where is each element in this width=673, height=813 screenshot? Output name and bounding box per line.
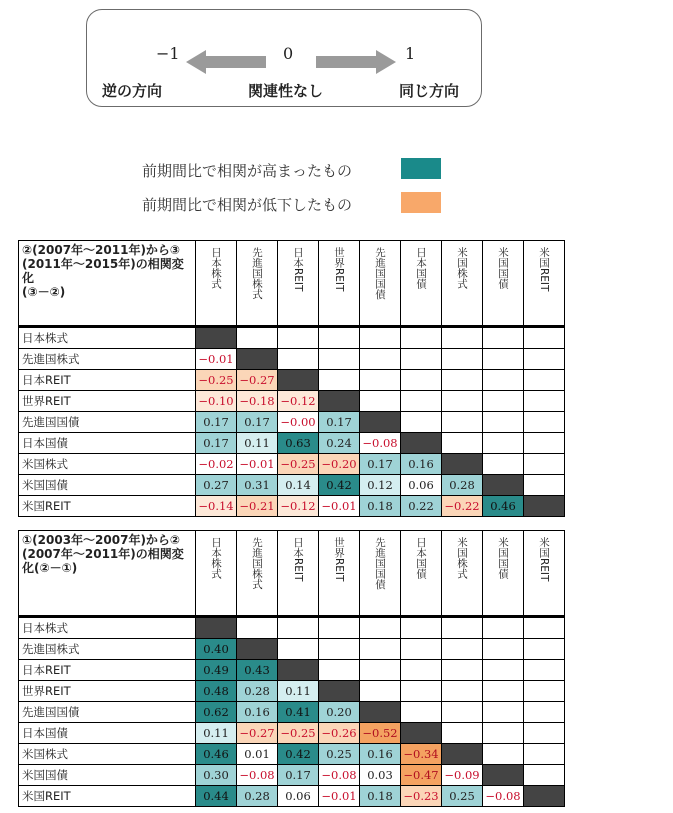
empty-cell xyxy=(524,412,565,433)
correlation-value-cell: −0.25 xyxy=(196,370,237,391)
empty-cell xyxy=(483,391,524,412)
row-label: 日本株式 xyxy=(19,617,196,639)
table-row xyxy=(19,617,565,639)
empty-cell xyxy=(319,639,360,660)
row-label: 日本REIT xyxy=(19,660,196,681)
correlation-value-cell: −0.52 xyxy=(360,723,401,744)
correlation-value-cell: 0.42 xyxy=(278,744,319,765)
correlation-value-cell: 0.17 xyxy=(196,433,237,454)
empty-cell xyxy=(319,349,360,370)
diagonal-cell xyxy=(319,681,360,702)
empty-cell xyxy=(401,391,442,412)
row-label: 世界REIT xyxy=(19,681,196,702)
column-header-label: 米国国債 xyxy=(497,537,509,579)
correlation-value-cell: −0.08 xyxy=(319,765,360,786)
column-header-label: 先進国国債 xyxy=(374,247,386,300)
correlation-value-cell: −0.01 xyxy=(196,349,237,370)
column-header xyxy=(483,241,524,327)
correlation-value-cell: −0.08 xyxy=(360,433,401,454)
empty-cell xyxy=(483,702,524,723)
column-header xyxy=(278,531,319,617)
table-title-line: (2011年～2015年)の相関変 xyxy=(22,257,184,271)
column-header xyxy=(319,531,360,617)
empty-cell xyxy=(319,617,360,639)
correlation-value-cell: 0.16 xyxy=(401,454,442,475)
table-row xyxy=(19,744,565,765)
table-title-line: ②(2007年～2011年)から③ xyxy=(22,243,181,257)
correlation-value-cell: 0.17 xyxy=(360,454,401,475)
correlation-value-cell: 0.14 xyxy=(278,475,319,496)
scale-mid-caption: 関連性なし xyxy=(248,82,324,100)
correlation-value-cell: −0.01 xyxy=(319,496,360,517)
correlation-value-cell: −0.18 xyxy=(237,391,278,412)
row-label: 先進国国債 xyxy=(19,412,196,433)
correlation-value-cell: 0.06 xyxy=(278,786,319,807)
empty-cell xyxy=(442,660,483,681)
right-arrow-icon xyxy=(316,50,396,74)
empty-cell xyxy=(442,370,483,391)
empty-cell xyxy=(524,681,565,702)
column-header xyxy=(196,241,237,327)
empty-cell xyxy=(278,617,319,639)
table-title xyxy=(19,531,196,617)
empty-cell xyxy=(524,617,565,639)
correlation-value-cell: 0.22 xyxy=(401,496,442,517)
column-header xyxy=(401,531,442,617)
correlation-value-cell: 0.40 xyxy=(196,639,237,660)
column-header xyxy=(278,241,319,327)
empty-cell xyxy=(524,639,565,660)
left-arrow-icon xyxy=(186,50,266,74)
correlation-value-cell: 0.30 xyxy=(196,765,237,786)
row-label: 日本株式 xyxy=(19,327,196,349)
correlation-value-cell: −0.25 xyxy=(278,723,319,744)
table-row xyxy=(19,433,565,454)
table-title-line: ①(2003年～2007年)から② xyxy=(22,533,181,547)
diagonal-cell xyxy=(278,370,319,391)
empty-cell xyxy=(524,702,565,723)
correlation-value-cell: −0.08 xyxy=(237,765,278,786)
correlation-value-cell: 0.17 xyxy=(319,412,360,433)
empty-cell xyxy=(483,660,524,681)
column-header xyxy=(360,241,401,327)
table-row xyxy=(19,681,565,702)
diagonal-cell xyxy=(237,639,278,660)
correlation-value-cell: 0.48 xyxy=(196,681,237,702)
row-label: 日本国債 xyxy=(19,433,196,454)
correlation-value-cell: 0.03 xyxy=(360,765,401,786)
empty-cell xyxy=(278,327,319,349)
empty-cell xyxy=(401,327,442,349)
row-label: 米国国債 xyxy=(19,475,196,496)
correlation-value-cell: 0.43 xyxy=(237,660,278,681)
table-row xyxy=(19,765,565,786)
table-row xyxy=(19,327,565,349)
empty-cell xyxy=(401,660,442,681)
correlation-value-cell: 0.41 xyxy=(278,702,319,723)
empty-cell xyxy=(442,702,483,723)
correlation-value-cell: 0.06 xyxy=(401,475,442,496)
column-header-label: 日本株式 xyxy=(210,537,222,579)
correlation-value-cell: 0.28 xyxy=(237,786,278,807)
row-label: 米国REIT xyxy=(19,496,196,517)
correlation-change-table-1-2 xyxy=(18,530,565,807)
table-row xyxy=(19,660,565,681)
empty-cell xyxy=(524,327,565,349)
row-label: 先進国株式 xyxy=(19,639,196,660)
scale-mid-label: 0 xyxy=(283,44,294,63)
correlation-value-cell: 0.18 xyxy=(360,786,401,807)
diagonal-cell xyxy=(442,744,483,765)
table-row xyxy=(19,496,565,517)
column-header-label: 日本株式 xyxy=(210,247,222,289)
correlation-value-cell: −0.47 xyxy=(401,765,442,786)
diagonal-cell xyxy=(483,765,524,786)
diagonal-cell xyxy=(524,786,565,807)
correlation-value-cell: −0.08 xyxy=(483,786,524,807)
empty-cell xyxy=(524,349,565,370)
correlation-value-cell: −0.26 xyxy=(319,723,360,744)
empty-cell xyxy=(483,744,524,765)
empty-cell xyxy=(483,454,524,475)
column-header xyxy=(237,531,278,617)
empty-cell xyxy=(278,349,319,370)
correlation-value-cell: −0.12 xyxy=(278,496,319,517)
correlation-value-cell: −0.14 xyxy=(196,496,237,517)
row-label: 米国REIT xyxy=(19,786,196,807)
table-title-line: (③－②) xyxy=(22,285,66,299)
empty-cell xyxy=(524,391,565,412)
correlation-value-cell: 0.11 xyxy=(237,433,278,454)
column-header-label: 米国REIT xyxy=(538,247,550,292)
column-header-label: 米国国債 xyxy=(497,247,509,289)
correlation-value-cell: 0.46 xyxy=(483,496,524,517)
empty-cell xyxy=(401,639,442,660)
legend-up-text: 前期間比で相関が高まったもの xyxy=(142,162,353,180)
row-label: 日本国債 xyxy=(19,723,196,744)
empty-cell xyxy=(237,327,278,349)
empty-cell xyxy=(483,639,524,660)
table-row xyxy=(19,370,565,391)
correlation-change-table-2-3 xyxy=(18,240,565,517)
column-header-label: 日本国債 xyxy=(415,247,427,289)
correlation-value-cell: 0.63 xyxy=(278,433,319,454)
table-row xyxy=(19,786,565,807)
column-header xyxy=(442,531,483,617)
empty-cell xyxy=(483,349,524,370)
empty-cell xyxy=(360,370,401,391)
scale-left-caption: 逆の方向 xyxy=(102,82,163,100)
correlation-value-cell: 0.12 xyxy=(360,475,401,496)
table-title-line: 化 xyxy=(22,271,35,285)
empty-cell xyxy=(360,660,401,681)
diagonal-cell xyxy=(401,723,442,744)
correlation-value-cell: −0.02 xyxy=(196,454,237,475)
row-label: 世界REIT xyxy=(19,391,196,412)
column-header-label: 先進国株式 xyxy=(251,537,263,590)
table-row xyxy=(19,454,565,475)
scale-min-label: −1 xyxy=(156,44,180,63)
column-header xyxy=(196,531,237,617)
empty-cell xyxy=(442,723,483,744)
empty-cell xyxy=(524,660,565,681)
correlation-value-cell: −0.22 xyxy=(442,496,483,517)
diagonal-cell xyxy=(483,475,524,496)
correlation-value-cell: 0.18 xyxy=(360,496,401,517)
column-header-label: 日本国債 xyxy=(415,537,427,579)
correlation-value-cell: −0.00 xyxy=(278,412,319,433)
correlation-value-cell: 0.25 xyxy=(442,786,483,807)
column-header xyxy=(237,241,278,327)
correlation-value-cell: −0.27 xyxy=(237,723,278,744)
empty-cell xyxy=(483,723,524,744)
column-header xyxy=(483,531,524,617)
empty-cell xyxy=(237,617,278,639)
empty-cell xyxy=(401,617,442,639)
correlation-value-cell: −0.21 xyxy=(237,496,278,517)
empty-cell xyxy=(401,349,442,370)
column-header xyxy=(401,241,442,327)
correlation-value-cell: 0.46 xyxy=(196,744,237,765)
table-row xyxy=(19,639,565,660)
empty-cell xyxy=(442,327,483,349)
correlation-value-cell: 0.17 xyxy=(237,412,278,433)
correlation-value-cell: 0.11 xyxy=(196,723,237,744)
correlation-value-cell: 0.62 xyxy=(196,702,237,723)
table-row xyxy=(19,702,565,723)
empty-cell xyxy=(442,391,483,412)
row-label: 先進国株式 xyxy=(19,349,196,370)
empty-cell xyxy=(524,723,565,744)
column-header-label: 日本REIT xyxy=(292,247,304,292)
column-header xyxy=(442,241,483,327)
empty-cell xyxy=(442,681,483,702)
empty-cell xyxy=(442,433,483,454)
correlation-value-cell: 0.24 xyxy=(319,433,360,454)
correlation-value-cell: 0.49 xyxy=(196,660,237,681)
empty-cell xyxy=(524,475,565,496)
empty-cell xyxy=(483,433,524,454)
correlation-value-cell: −0.01 xyxy=(319,786,360,807)
column-header-label: 米国株式 xyxy=(456,247,468,289)
empty-cell xyxy=(401,681,442,702)
column-header xyxy=(319,241,360,327)
column-header xyxy=(524,241,565,327)
empty-cell xyxy=(401,370,442,391)
correlation-value-cell: 0.01 xyxy=(237,744,278,765)
column-header-label: 先進国国債 xyxy=(374,537,386,590)
row-label: 米国株式 xyxy=(19,744,196,765)
correlation-value-cell: 0.27 xyxy=(196,475,237,496)
correlation-value-cell: 0.31 xyxy=(237,475,278,496)
column-header-label: 先進国株式 xyxy=(251,247,263,300)
diagonal-cell xyxy=(524,496,565,517)
correlation-value-cell: −0.34 xyxy=(401,744,442,765)
empty-cell xyxy=(524,744,565,765)
correlation-value-cell: 0.25 xyxy=(319,744,360,765)
correlation-value-cell: 0.20 xyxy=(319,702,360,723)
correlation-value-cell: 0.44 xyxy=(196,786,237,807)
empty-cell xyxy=(524,765,565,786)
empty-cell xyxy=(524,433,565,454)
scale-max-label: 1 xyxy=(405,44,416,63)
table-row xyxy=(19,412,565,433)
correlation-value-cell: 0.42 xyxy=(319,475,360,496)
row-label: 米国株式 xyxy=(19,454,196,475)
empty-cell xyxy=(483,617,524,639)
table-row xyxy=(19,391,565,412)
column-header-label: 世界REIT xyxy=(333,537,345,582)
empty-cell xyxy=(401,412,442,433)
empty-cell xyxy=(360,639,401,660)
empty-cell xyxy=(483,681,524,702)
correlation-value-cell: 0.11 xyxy=(278,681,319,702)
column-header-label: 米国株式 xyxy=(456,537,468,579)
diagonal-cell xyxy=(278,660,319,681)
empty-cell xyxy=(483,327,524,349)
correlation-value-cell: 0.28 xyxy=(237,681,278,702)
empty-cell xyxy=(360,327,401,349)
correlation-value-cell: 0.17 xyxy=(278,765,319,786)
correlation-value-cell: −0.10 xyxy=(196,391,237,412)
table-row xyxy=(19,349,565,370)
row-label: 日本REIT xyxy=(19,370,196,391)
diagonal-cell xyxy=(196,327,237,349)
empty-cell xyxy=(319,660,360,681)
table-title-line: (2007年～2011年)の相関変 xyxy=(22,547,184,561)
diagonal-cell xyxy=(319,391,360,412)
table-title-line: 化(②－①) xyxy=(22,561,78,575)
diagonal-cell xyxy=(196,617,237,639)
correlation-value-cell: 0.17 xyxy=(196,412,237,433)
empty-cell xyxy=(442,639,483,660)
correlation-value-cell: −0.20 xyxy=(319,454,360,475)
empty-cell xyxy=(524,454,565,475)
legend-down-text: 前期間比で相関が低下したもの xyxy=(142,196,353,214)
empty-cell xyxy=(483,370,524,391)
correlation-value-cell: −0.12 xyxy=(278,391,319,412)
diagonal-cell xyxy=(360,702,401,723)
scale-right-caption: 同じ方向 xyxy=(399,82,460,100)
column-header-label: 世界REIT xyxy=(333,247,345,292)
legend-down-swatch xyxy=(401,192,441,213)
empty-cell xyxy=(524,370,565,391)
correlation-value-cell: −0.01 xyxy=(237,454,278,475)
table-title xyxy=(19,241,196,327)
row-label: 先進国国債 xyxy=(19,702,196,723)
empty-cell xyxy=(360,681,401,702)
empty-cell xyxy=(360,617,401,639)
empty-cell xyxy=(278,639,319,660)
correlation-value-cell: −0.25 xyxy=(278,454,319,475)
empty-cell xyxy=(360,391,401,412)
empty-cell xyxy=(319,327,360,349)
empty-cell xyxy=(442,412,483,433)
diagonal-cell xyxy=(360,412,401,433)
column-header-label: 米国REIT xyxy=(538,537,550,582)
empty-cell xyxy=(360,349,401,370)
correlation-value-cell: −0.23 xyxy=(401,786,442,807)
correlation-value-cell: −0.09 xyxy=(442,765,483,786)
correlation-value-cell: 0.16 xyxy=(237,702,278,723)
table-row xyxy=(19,723,565,744)
empty-cell xyxy=(319,370,360,391)
column-header xyxy=(360,531,401,617)
column-header xyxy=(524,531,565,617)
empty-cell xyxy=(442,617,483,639)
diagonal-cell xyxy=(401,433,442,454)
row-label: 米国国債 xyxy=(19,765,196,786)
diagonal-cell xyxy=(442,454,483,475)
diagonal-cell xyxy=(237,349,278,370)
legend-up-swatch xyxy=(401,158,441,179)
correlation-value-cell: 0.28 xyxy=(442,475,483,496)
correlation-value-cell: 0.16 xyxy=(360,744,401,765)
column-header-label: 日本REIT xyxy=(292,537,304,582)
empty-cell xyxy=(442,349,483,370)
empty-cell xyxy=(401,702,442,723)
table-row xyxy=(19,475,565,496)
empty-cell xyxy=(483,412,524,433)
correlation-value-cell: −0.27 xyxy=(237,370,278,391)
